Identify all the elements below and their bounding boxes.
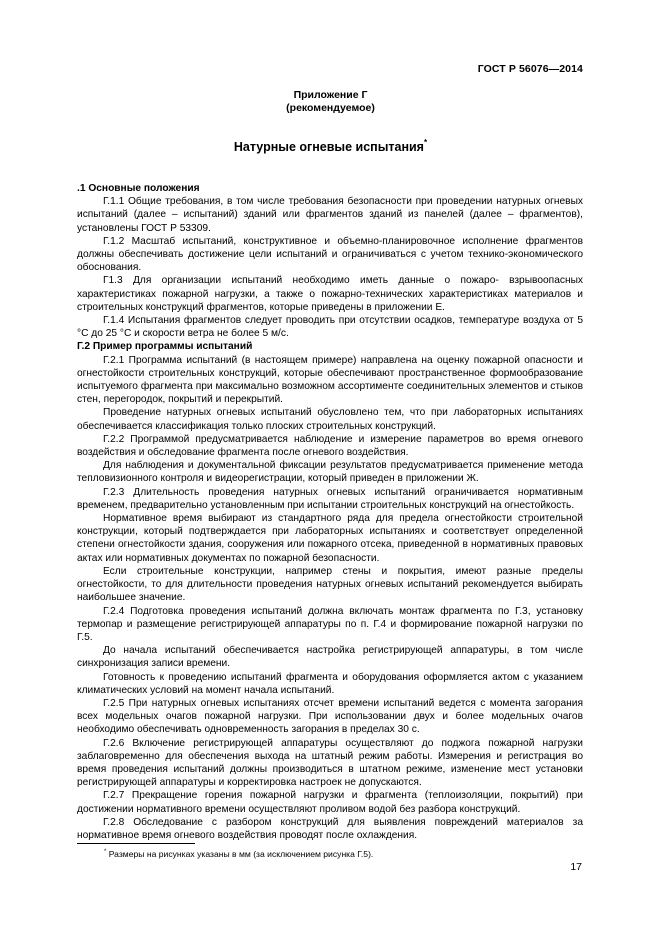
appendix-heading <box>0 89 661 115</box>
paragraph: До начала испытаний обеспечивается настройка регистрирующей аппаратуры, в том числе синхронизация записи времени. <box>77 645 583 670</box>
document-body <box>77 182 583 842</box>
paragraph: Г.1.2 Масштаб испытаний, конструктивное и объемно-планировочное исполнение фрагментов должны обеспечивать достижение цели испытаний и ограничиваться с учетом технико-экономического обоснования. <box>77 235 583 274</box>
section-heading: Г.2 Пример программы испытаний <box>77 341 253 353</box>
paragraph: Проведение натурных огневых испытаний обусловлено тем, что при лабораторных испытаниях обеспечивается классификация только плоских строительных конструкций. <box>77 407 583 432</box>
page-title <box>0 139 661 154</box>
paragraph: Если строительные конструкции, например стены и покрытия, имеют разные пределы огнестойкости, то для длительности проведения натурных огневых испытаний рекомендуется выбирать наибольшее значение. <box>77 565 583 604</box>
paragraph: Г1.3 Для организации испытаний необходимо иметь данные о пожаро- взрывоопасных характеристиках пожарной нагрузки, а также о пожарно-технических характеристиках материалов и строительных конструкций фрагментов, которые приведены в приложении Е. <box>77 275 583 313</box>
standard-code: ГОСТ Р 56076—2014 <box>477 63 583 75</box>
paragraph: Г.2.7 Прекращение горения пожарной нагрузки и фрагмента (теплоизоляции, покрытий) при достижении нормативного времени осуществляют проливом водой без разбора конструкций. <box>77 790 583 815</box>
appendix-subtitle: (рекомендуемое) <box>286 102 375 114</box>
paragraph: Г.2.4 Подготовка проведения испытаний должна включать монтаж фрагмента по Г.3, установку термопар и размещение регистрирующей аппаратуры по п. Г.4 и формирование пожарной нагрузки по Г.5. <box>77 605 583 643</box>
section-heading: .1 Основные положения <box>77 183 200 194</box>
appendix-title: Приложение Г <box>293 89 368 101</box>
paragraph: Г.1.1 Общие требования, в том числе требования безопасности при проведении натурных огневых испытаний (далее – испытаний) зданий или фрагментов зданий из панелей (далее – фрагментов), установлены ГОСТ Р 53309. <box>77 196 583 234</box>
footnote-mark: * <box>104 849 107 856</box>
footnote-text: Размеры на рисунках указаны в мм (за исключением рисунка Г.5). <box>106 849 374 859</box>
paragraph: Готовность к проведению испытаний фрагмента и оборудования оформляется актом с указанием климатических условий на момент начала испытаний. <box>77 671 583 696</box>
paragraph: Г.2.3 Длительность проведения натурных огневых испытаний ограничивается нормативным временем, предварительно установленным при испытании строительных конструкций на огнестойкость. <box>77 486 583 511</box>
paragraph: Г.2.1 Программа испытаний (в настоящем примере) направлена на оценку пожарной опасности и огнестойкости строительных конструкций, которые обеспечивают пространственное формообразование испытуемого фрагмента при максимально возможном ассортименте соединительных элементов и стыков стен, перегородок, покрытий и перекрытий. <box>77 354 583 406</box>
paragraph: Г.2.8 Обследование с разбором конструкций для выявления повреждений материалов за нормативное время огневого воздействия проводят после охлаждения. <box>77 816 583 841</box>
paragraph: Для наблюдения и документальной фиксации результатов предусматривается применение метода тепловизионного контроля и видеорегистрации, который приведен в приложении Ж. <box>77 460 583 485</box>
paragraph: Г.2.2 Программой предусматривается наблюдение и измерение параметров во время огневого воздействия и обследование фрагмента после огневого воздействия. <box>77 433 583 459</box>
footnote-divider <box>77 843 195 844</box>
page-title-text: Натурные огневые испытания <box>233 140 424 155</box>
paragraph: Г.1.4 Испытания фрагментов следует проводить при отсутствии осадков, температуре воздуха от 5 °С до 25 °С и скорости ветра не более 5 м/с. <box>77 315 583 340</box>
paragraph: Г.2.6 Включение регистрирующей аппаратуры осуществляют до поджога пожарной нагрузки заблаговременно для обеспечения выхода на штатный режим работы. Измерения и регистрация во время проведения испытаний должны производиться в штатном режиме, изменение мест установки регистрирующей аппаратуры и корректировка настроек не допускаются. <box>77 737 583 789</box>
footnote <box>104 849 373 859</box>
footnote-mark: * <box>423 138 428 147</box>
paragraph: Нормативное время выбирают из стандартного ряда для предела огнестойкости строительной конструкции, который подтверждается при лабораторных испытаниях и соответствует определенной степени огнестойкости здания, сооружения или пожарного отсека, приведенной в нормативных правовых актах или нормативных документах по пожарной безопасности. <box>77 513 583 564</box>
page-number: 17 <box>570 861 582 873</box>
paragraph: Г.2.5 При натурных огневых испытаниях отсчет времени испытаний ведется с момента загорания всех модельных очагов пожарной нагрузки. При использовании двух и более модельных очагов необходимо обеспечивать одновременность загорания в пределах 30 с. <box>77 697 583 736</box>
